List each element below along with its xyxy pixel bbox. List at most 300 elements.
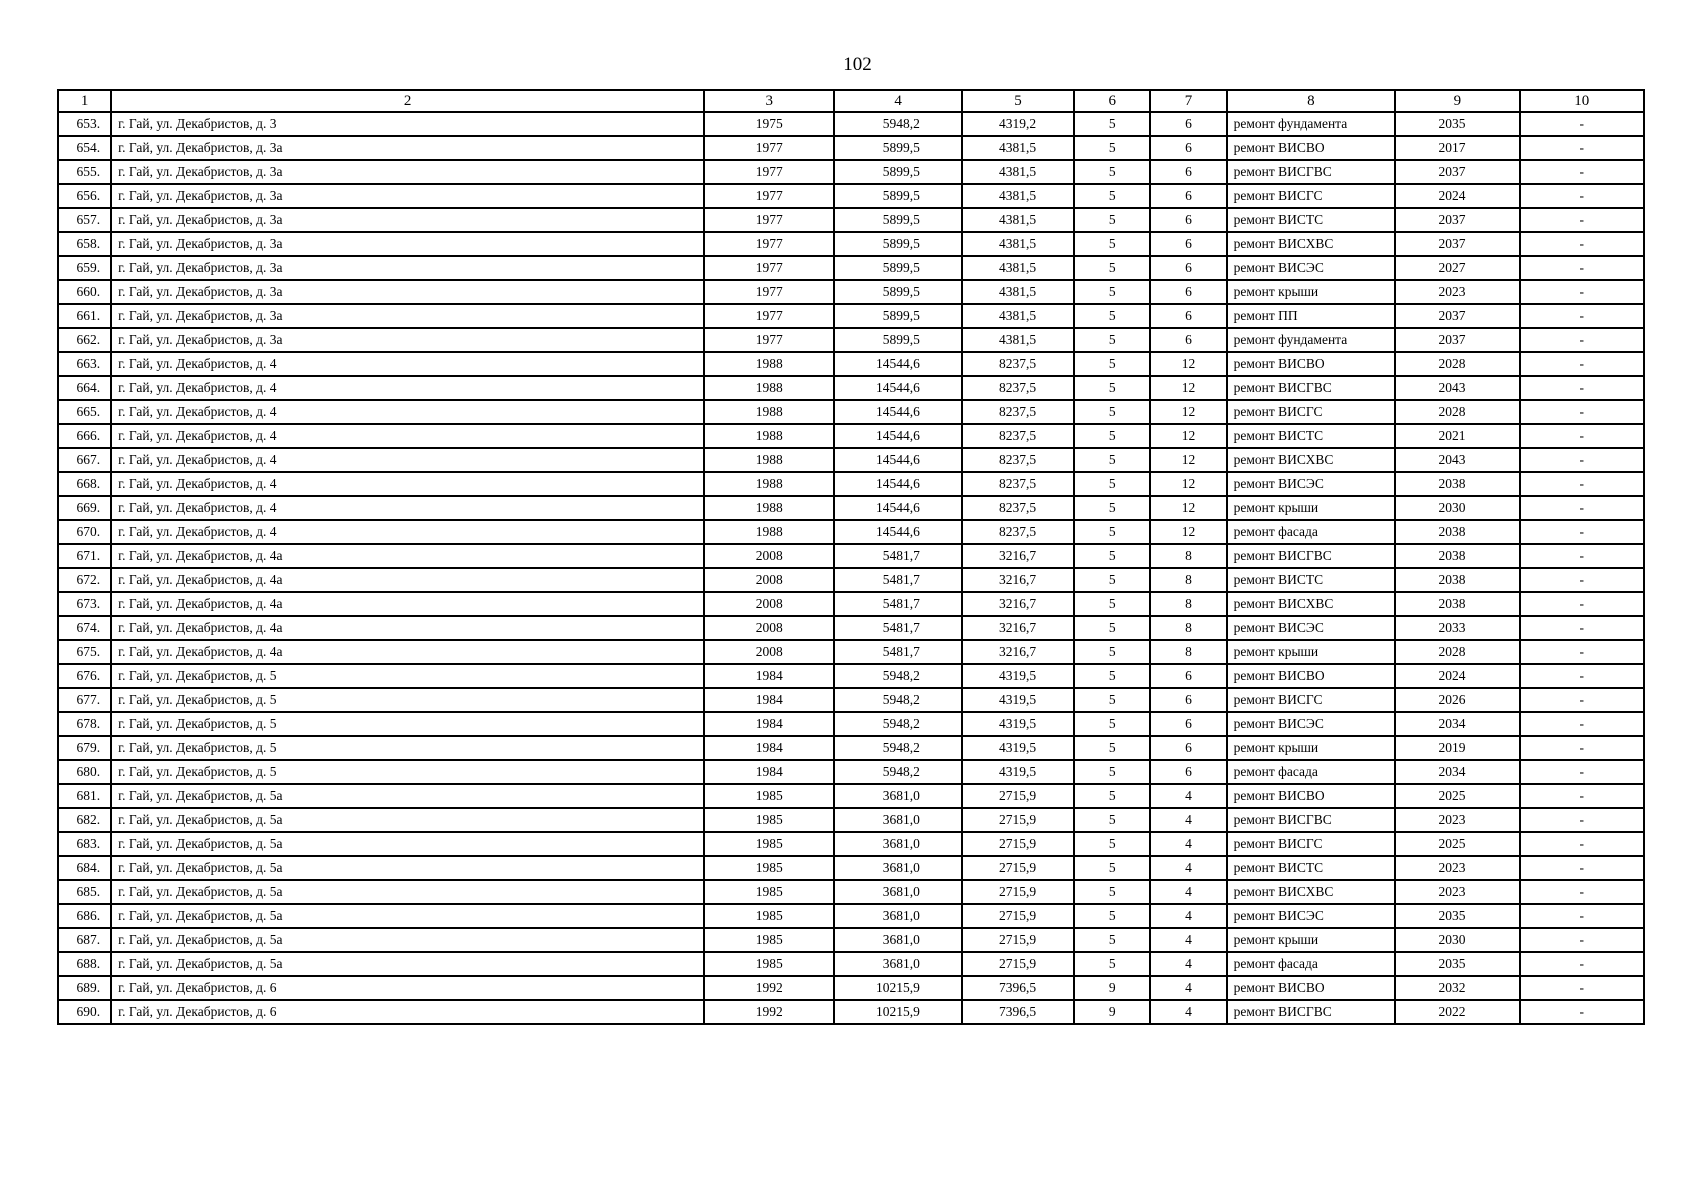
year-cell: 1984 xyxy=(704,760,834,784)
address-cell: г. Гай, ул. Декабристов, д. 4а xyxy=(111,568,704,592)
work-year-cell: 2023 xyxy=(1395,280,1519,304)
note-cell: - xyxy=(1520,352,1644,376)
floors-cell: 5 xyxy=(1074,712,1150,736)
note-cell: - xyxy=(1520,136,1644,160)
total-area-cell: 14544,6 xyxy=(834,520,961,544)
living-area-cell: 4319,5 xyxy=(962,736,1074,760)
entrances-cell: 4 xyxy=(1150,784,1226,808)
row-number: 684. xyxy=(58,856,111,880)
note-cell: - xyxy=(1520,976,1644,1000)
note-cell: - xyxy=(1520,280,1644,304)
total-area-cell: 5899,5 xyxy=(834,136,961,160)
year-cell: 1984 xyxy=(704,688,834,712)
work-year-cell: 2030 xyxy=(1395,928,1519,952)
year-cell: 1977 xyxy=(704,280,834,304)
work-type-cell: ремонт фасада xyxy=(1227,952,1396,976)
entrances-cell: 4 xyxy=(1150,976,1226,1000)
address-cell: г. Гай, ул. Декабристов, д. 6 xyxy=(111,1000,704,1024)
living-area-cell: 4381,5 xyxy=(962,184,1074,208)
floors-cell: 5 xyxy=(1074,592,1150,616)
row-number: 688. xyxy=(58,952,111,976)
address-cell: г. Гай, ул. Декабристов, д. 3а xyxy=(111,304,704,328)
table-row xyxy=(58,424,1644,448)
note-cell: - xyxy=(1520,568,1644,592)
total-area-cell: 14544,6 xyxy=(834,376,961,400)
row-number: 678. xyxy=(58,712,111,736)
note-cell: - xyxy=(1520,376,1644,400)
work-year-cell: 2019 xyxy=(1395,736,1519,760)
year-cell: 1988 xyxy=(704,352,834,376)
work-year-cell: 2025 xyxy=(1395,784,1519,808)
floors-cell: 5 xyxy=(1074,376,1150,400)
living-area-cell: 2715,9 xyxy=(962,808,1074,832)
row-number: 687. xyxy=(58,928,111,952)
table-row xyxy=(58,736,1644,760)
work-type-cell: ремонт ВИСТС xyxy=(1227,568,1396,592)
row-number: 661. xyxy=(58,304,111,328)
note-cell: - xyxy=(1520,760,1644,784)
address-cell: г. Гай, ул. Декабристов, д. 5 xyxy=(111,664,704,688)
work-year-cell: 2034 xyxy=(1395,760,1519,784)
entrances-cell: 6 xyxy=(1150,736,1226,760)
living-area-cell: 2715,9 xyxy=(962,952,1074,976)
total-area-cell: 5899,5 xyxy=(834,280,961,304)
total-area-cell: 3681,0 xyxy=(834,952,961,976)
total-area-cell: 5481,7 xyxy=(834,592,961,616)
total-area-cell: 5481,7 xyxy=(834,544,961,568)
work-year-cell: 2038 xyxy=(1395,544,1519,568)
address-cell: г. Гай, ул. Декабристов, д. 4а xyxy=(111,616,704,640)
work-type-cell: ремонт крыши xyxy=(1227,280,1396,304)
work-type-cell: ремонт ВИСВО xyxy=(1227,136,1396,160)
address-cell: г. Гай, ул. Декабристов, д. 4 xyxy=(111,496,704,520)
living-area-cell: 2715,9 xyxy=(962,880,1074,904)
address-cell: г. Гай, ул. Декабристов, д. 5а xyxy=(111,808,704,832)
address-cell: г. Гай, ул. Декабристов, д. 5а xyxy=(111,784,704,808)
column-header: 2 xyxy=(111,90,704,112)
total-area-cell: 3681,0 xyxy=(834,784,961,808)
floors-cell: 5 xyxy=(1074,352,1150,376)
address-cell: г. Гай, ул. Декабристов, д. 4 xyxy=(111,352,704,376)
note-cell: - xyxy=(1520,688,1644,712)
living-area-cell: 4381,5 xyxy=(962,136,1074,160)
work-year-cell: 2037 xyxy=(1395,304,1519,328)
living-area-cell: 2715,9 xyxy=(962,928,1074,952)
work-year-cell: 2043 xyxy=(1395,376,1519,400)
work-type-cell: ремонт ВИСВО xyxy=(1227,976,1396,1000)
living-area-cell: 3216,7 xyxy=(962,616,1074,640)
total-area-cell: 5948,2 xyxy=(834,712,961,736)
living-area-cell: 4381,5 xyxy=(962,232,1074,256)
row-number: 671. xyxy=(58,544,111,568)
total-area-cell: 5948,2 xyxy=(834,736,961,760)
address-cell: г. Гай, ул. Декабристов, д. 4 xyxy=(111,424,704,448)
living-area-cell: 4319,5 xyxy=(962,760,1074,784)
note-cell: - xyxy=(1520,232,1644,256)
total-area-cell: 5481,7 xyxy=(834,616,961,640)
address-cell: г. Гай, ул. Декабристов, д. 3а xyxy=(111,160,704,184)
living-area-cell: 2715,9 xyxy=(962,904,1074,928)
floors-cell: 5 xyxy=(1074,184,1150,208)
entrances-cell: 4 xyxy=(1150,928,1226,952)
table-row xyxy=(58,208,1644,232)
table-row xyxy=(58,352,1644,376)
table-row xyxy=(58,160,1644,184)
work-year-cell: 2028 xyxy=(1395,640,1519,664)
work-year-cell: 2038 xyxy=(1395,592,1519,616)
note-cell: - xyxy=(1520,472,1644,496)
address-cell: г. Гай, ул. Декабристов, д. 5 xyxy=(111,736,704,760)
living-area-cell: 8237,5 xyxy=(962,400,1074,424)
entrances-cell: 6 xyxy=(1150,184,1226,208)
year-cell: 1988 xyxy=(704,496,834,520)
work-type-cell: ремонт крыши xyxy=(1227,640,1396,664)
work-year-cell: 2023 xyxy=(1395,856,1519,880)
work-year-cell: 2030 xyxy=(1395,496,1519,520)
work-year-cell: 2035 xyxy=(1395,112,1519,136)
work-type-cell: ремонт фундамента xyxy=(1227,112,1396,136)
work-type-cell: ремонт ВИСГС xyxy=(1227,400,1396,424)
floors-cell: 5 xyxy=(1074,208,1150,232)
note-cell: - xyxy=(1520,904,1644,928)
address-cell: г. Гай, ул. Декабристов, д. 4 xyxy=(111,448,704,472)
note-cell: - xyxy=(1520,808,1644,832)
work-type-cell: ремонт ВИСГС xyxy=(1227,184,1396,208)
work-year-cell: 2037 xyxy=(1395,328,1519,352)
work-year-cell: 2025 xyxy=(1395,832,1519,856)
note-cell: - xyxy=(1520,856,1644,880)
floors-cell: 5 xyxy=(1074,448,1150,472)
work-type-cell: ремонт ВИСЭС xyxy=(1227,616,1396,640)
year-cell: 1988 xyxy=(704,472,834,496)
row-number: 672. xyxy=(58,568,111,592)
note-cell: - xyxy=(1520,664,1644,688)
entrances-cell: 4 xyxy=(1150,904,1226,928)
year-cell: 1985 xyxy=(704,856,834,880)
work-type-cell: ремонт ВИСВО xyxy=(1227,352,1396,376)
row-number: 658. xyxy=(58,232,111,256)
note-cell: - xyxy=(1520,880,1644,904)
address-cell: г. Гай, ул. Декабристов, д. 3а xyxy=(111,184,704,208)
total-area-cell: 5899,5 xyxy=(834,184,961,208)
work-type-cell: ремонт крыши xyxy=(1227,496,1396,520)
year-cell: 1977 xyxy=(704,232,834,256)
living-area-cell: 4381,5 xyxy=(962,304,1074,328)
table-row xyxy=(58,640,1644,664)
entrances-cell: 6 xyxy=(1150,160,1226,184)
row-number: 682. xyxy=(58,808,111,832)
address-cell: г. Гай, ул. Декабристов, д. 3а xyxy=(111,328,704,352)
total-area-cell: 5899,5 xyxy=(834,232,961,256)
work-type-cell: ремонт ВИСТС xyxy=(1227,424,1396,448)
year-cell: 2008 xyxy=(704,616,834,640)
row-number: 679. xyxy=(58,736,111,760)
total-area-cell: 3681,0 xyxy=(834,856,961,880)
address-cell: г. Гай, ул. Декабристов, д. 5а xyxy=(111,880,704,904)
total-area-cell: 14544,6 xyxy=(834,496,961,520)
entrances-cell: 8 xyxy=(1150,616,1226,640)
table-row xyxy=(58,928,1644,952)
living-area-cell: 3216,7 xyxy=(962,544,1074,568)
floors-cell: 5 xyxy=(1074,904,1150,928)
note-cell: - xyxy=(1520,256,1644,280)
floors-cell: 5 xyxy=(1074,136,1150,160)
address-cell: г. Гай, ул. Декабристов, д. 5а xyxy=(111,904,704,928)
year-cell: 2008 xyxy=(704,568,834,592)
living-area-cell: 3216,7 xyxy=(962,592,1074,616)
work-type-cell: ремонт ВИСТС xyxy=(1227,208,1396,232)
work-year-cell: 2038 xyxy=(1395,520,1519,544)
note-cell: - xyxy=(1520,448,1644,472)
table-row xyxy=(58,904,1644,928)
living-area-cell: 8237,5 xyxy=(962,376,1074,400)
row-number: 676. xyxy=(58,664,111,688)
year-cell: 1992 xyxy=(704,1000,834,1024)
living-area-cell: 3216,7 xyxy=(962,640,1074,664)
entrances-cell: 12 xyxy=(1150,424,1226,448)
address-cell: г. Гай, ул. Декабристов, д. 5 xyxy=(111,688,704,712)
column-header: 4 xyxy=(834,90,961,112)
address-cell: г. Гай, ул. Декабристов, д. 5а xyxy=(111,952,704,976)
row-number: 668. xyxy=(58,472,111,496)
note-cell: - xyxy=(1520,328,1644,352)
total-area-cell: 5481,7 xyxy=(834,640,961,664)
work-type-cell: ремонт фасада xyxy=(1227,760,1396,784)
total-area-cell: 3681,0 xyxy=(834,928,961,952)
table-row xyxy=(58,496,1644,520)
year-cell: 1985 xyxy=(704,904,834,928)
living-area-cell: 4319,5 xyxy=(962,664,1074,688)
total-area-cell: 5948,2 xyxy=(834,688,961,712)
address-cell: г. Гай, ул. Декабристов, д. 3а xyxy=(111,232,704,256)
table-row xyxy=(58,592,1644,616)
floors-cell: 5 xyxy=(1074,952,1150,976)
year-cell: 1985 xyxy=(704,880,834,904)
living-area-cell: 8237,5 xyxy=(962,520,1074,544)
floors-cell: 5 xyxy=(1074,832,1150,856)
note-cell: - xyxy=(1520,592,1644,616)
column-header: 1 xyxy=(58,90,111,112)
work-year-cell: 2021 xyxy=(1395,424,1519,448)
row-number: 665. xyxy=(58,400,111,424)
row-number: 666. xyxy=(58,424,111,448)
year-cell: 1985 xyxy=(704,832,834,856)
floors-cell: 5 xyxy=(1074,856,1150,880)
living-area-cell: 2715,9 xyxy=(962,784,1074,808)
row-number: 675. xyxy=(58,640,111,664)
address-cell: г. Гай, ул. Декабристов, д. 6 xyxy=(111,976,704,1000)
work-type-cell: ремонт ВИСХВС xyxy=(1227,880,1396,904)
work-type-cell: ремонт фундамента xyxy=(1227,328,1396,352)
floors-cell: 5 xyxy=(1074,280,1150,304)
work-year-cell: 2037 xyxy=(1395,160,1519,184)
entrances-cell: 6 xyxy=(1150,712,1226,736)
work-type-cell: ремонт ВИСХВС xyxy=(1227,232,1396,256)
total-area-cell: 5899,5 xyxy=(834,304,961,328)
work-type-cell: ремонт ВИСГС xyxy=(1227,832,1396,856)
living-area-cell: 4319,2 xyxy=(962,112,1074,136)
row-number: 681. xyxy=(58,784,111,808)
address-cell: г. Гай, ул. Декабристов, д. 4а xyxy=(111,640,704,664)
row-number: 656. xyxy=(58,184,111,208)
note-cell: - xyxy=(1520,544,1644,568)
total-area-cell: 3681,0 xyxy=(834,904,961,928)
address-cell: г. Гай, ул. Декабристов, д. 3а xyxy=(111,256,704,280)
work-year-cell: 2022 xyxy=(1395,1000,1519,1024)
entrances-cell: 8 xyxy=(1150,568,1226,592)
table-row xyxy=(58,688,1644,712)
year-cell: 1988 xyxy=(704,520,834,544)
floors-cell: 5 xyxy=(1074,568,1150,592)
row-number: 683. xyxy=(58,832,111,856)
row-number: 653. xyxy=(58,112,111,136)
row-number: 670. xyxy=(58,520,111,544)
total-area-cell: 10215,9 xyxy=(834,976,961,1000)
floors-cell: 5 xyxy=(1074,472,1150,496)
living-area-cell: 4381,5 xyxy=(962,328,1074,352)
work-type-cell: ремонт ВИСГВС xyxy=(1227,808,1396,832)
year-cell: 2008 xyxy=(704,640,834,664)
total-area-cell: 14544,6 xyxy=(834,424,961,448)
year-cell: 1984 xyxy=(704,664,834,688)
entrances-cell: 4 xyxy=(1150,880,1226,904)
entrances-cell: 4 xyxy=(1150,832,1226,856)
table-row xyxy=(58,520,1644,544)
living-area-cell: 8237,5 xyxy=(962,448,1074,472)
floors-cell: 9 xyxy=(1074,976,1150,1000)
work-year-cell: 2037 xyxy=(1395,208,1519,232)
address-cell: г. Гай, ул. Декабристов, д. 5а xyxy=(111,928,704,952)
row-number: 667. xyxy=(58,448,111,472)
work-type-cell: ремонт ВИСВО xyxy=(1227,784,1396,808)
work-type-cell: ремонт ВИСТС xyxy=(1227,856,1396,880)
floors-cell: 5 xyxy=(1074,688,1150,712)
year-cell: 1984 xyxy=(704,712,834,736)
table-row xyxy=(58,136,1644,160)
work-type-cell: ремонт ВИСЭС xyxy=(1227,904,1396,928)
year-cell: 1988 xyxy=(704,448,834,472)
work-year-cell: 2024 xyxy=(1395,664,1519,688)
address-cell: г. Гай, ул. Декабристов, д. 4 xyxy=(111,376,704,400)
column-header: 10 xyxy=(1520,90,1644,112)
floors-cell: 5 xyxy=(1074,640,1150,664)
table-row xyxy=(58,256,1644,280)
entrances-cell: 6 xyxy=(1150,112,1226,136)
work-type-cell: ремонт ВИСГВС xyxy=(1227,1000,1396,1024)
entrances-cell: 8 xyxy=(1150,544,1226,568)
work-year-cell: 2038 xyxy=(1395,568,1519,592)
work-type-cell: ремонт ВИСГВС xyxy=(1227,376,1396,400)
year-cell: 1977 xyxy=(704,208,834,232)
table-row xyxy=(58,568,1644,592)
floors-cell: 5 xyxy=(1074,880,1150,904)
table-row xyxy=(58,1000,1644,1024)
table-row xyxy=(58,472,1644,496)
living-area-cell: 2715,9 xyxy=(962,856,1074,880)
row-number: 663. xyxy=(58,352,111,376)
total-area-cell: 5948,2 xyxy=(834,112,961,136)
work-year-cell: 2035 xyxy=(1395,904,1519,928)
year-cell: 1988 xyxy=(704,424,834,448)
table-row xyxy=(58,712,1644,736)
work-year-cell: 2034 xyxy=(1395,712,1519,736)
row-number: 677. xyxy=(58,688,111,712)
work-year-cell: 2028 xyxy=(1395,400,1519,424)
table-body xyxy=(58,112,1644,1024)
table-row xyxy=(58,616,1644,640)
work-type-cell: ремонт ВИСХВС xyxy=(1227,448,1396,472)
note-cell: - xyxy=(1520,928,1644,952)
work-type-cell: ремонт ВИСГС xyxy=(1227,688,1396,712)
floors-cell: 5 xyxy=(1074,304,1150,328)
entrances-cell: 12 xyxy=(1150,448,1226,472)
address-cell: г. Гай, ул. Декабристов, д. 5 xyxy=(111,712,704,736)
entrances-cell: 4 xyxy=(1150,952,1226,976)
living-area-cell: 7396,5 xyxy=(962,976,1074,1000)
year-cell: 1977 xyxy=(704,184,834,208)
entrances-cell: 6 xyxy=(1150,688,1226,712)
entrances-cell: 8 xyxy=(1150,640,1226,664)
year-cell: 1977 xyxy=(704,256,834,280)
table-row xyxy=(58,880,1644,904)
column-header: 7 xyxy=(1150,90,1226,112)
work-type-cell: ремонт ВИСХВС xyxy=(1227,592,1396,616)
table-row xyxy=(58,952,1644,976)
entrances-cell: 4 xyxy=(1150,808,1226,832)
work-year-cell: 2023 xyxy=(1395,880,1519,904)
table-row xyxy=(58,760,1644,784)
living-area-cell: 4381,5 xyxy=(962,160,1074,184)
note-cell: - xyxy=(1520,112,1644,136)
entrances-cell: 4 xyxy=(1150,1000,1226,1024)
work-type-cell: ремонт ВИСГВС xyxy=(1227,544,1396,568)
total-area-cell: 3681,0 xyxy=(834,880,961,904)
living-area-cell: 8237,5 xyxy=(962,424,1074,448)
work-type-cell: ремонт крыши xyxy=(1227,736,1396,760)
work-year-cell: 2024 xyxy=(1395,184,1519,208)
note-cell: - xyxy=(1520,520,1644,544)
floors-cell: 5 xyxy=(1074,424,1150,448)
living-area-cell: 7396,5 xyxy=(962,1000,1074,1024)
address-cell: г. Гай, ул. Декабристов, д. 4 xyxy=(111,520,704,544)
floors-cell: 5 xyxy=(1074,736,1150,760)
entrances-cell: 12 xyxy=(1150,520,1226,544)
note-cell: - xyxy=(1520,1000,1644,1024)
address-cell: г. Гай, ул. Декабристов, д. 5а xyxy=(111,856,704,880)
floors-cell: 5 xyxy=(1074,256,1150,280)
year-cell: 1988 xyxy=(704,376,834,400)
floors-cell: 9 xyxy=(1074,1000,1150,1024)
year-cell: 2008 xyxy=(704,544,834,568)
address-cell: г. Гай, ул. Декабристов, д. 4 xyxy=(111,400,704,424)
total-area-cell: 5899,5 xyxy=(834,208,961,232)
living-area-cell: 4319,5 xyxy=(962,688,1074,712)
total-area-cell: 14544,6 xyxy=(834,352,961,376)
row-number: 690. xyxy=(58,1000,111,1024)
row-number: 669. xyxy=(58,496,111,520)
floors-cell: 5 xyxy=(1074,520,1150,544)
data-table xyxy=(57,89,1645,1025)
total-area-cell: 14544,6 xyxy=(834,472,961,496)
table-row xyxy=(58,832,1644,856)
floors-cell: 5 xyxy=(1074,496,1150,520)
work-year-cell: 2037 xyxy=(1395,232,1519,256)
work-type-cell: ремонт ПП xyxy=(1227,304,1396,328)
work-type-cell: ремонт ВИСЭС xyxy=(1227,256,1396,280)
entrances-cell: 6 xyxy=(1150,304,1226,328)
floors-cell: 5 xyxy=(1074,784,1150,808)
work-type-cell: ремонт ВИСЭС xyxy=(1227,472,1396,496)
